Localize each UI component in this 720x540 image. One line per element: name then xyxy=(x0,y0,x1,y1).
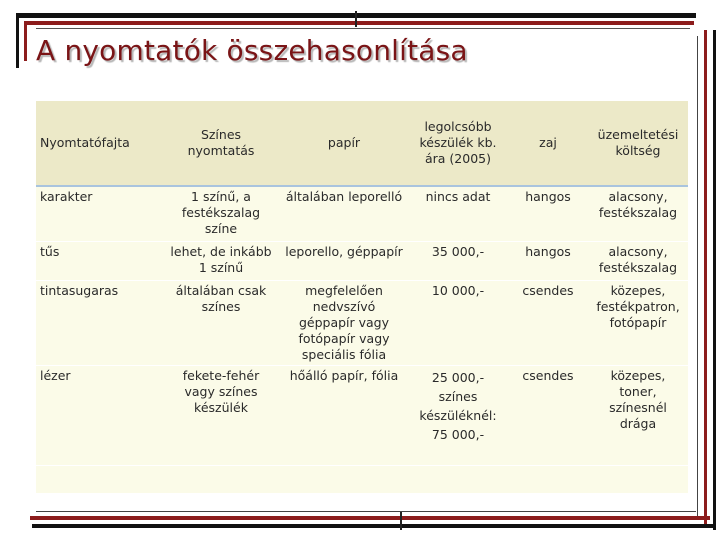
cell-noise: hangos xyxy=(508,186,588,241)
header-noise: zaj xyxy=(508,101,588,186)
cell-empty xyxy=(588,465,688,493)
cell-noise: csendes xyxy=(508,280,588,365)
cell-empty xyxy=(408,465,508,493)
cell-color-printing: 1 színű, a festékszalag színe xyxy=(162,186,280,241)
cell-running-cost: alacsony, festékszalag xyxy=(588,186,688,241)
frame-right-black xyxy=(713,30,716,530)
frame-left-black xyxy=(16,13,19,68)
cell-paper: megfelelően nedvszívó géppapír vagy fotópapír vagy speciális fólia xyxy=(280,280,408,365)
frame-right-thin xyxy=(697,36,698,516)
cell-type: karakter xyxy=(36,186,162,241)
cell-running-cost: közepes, toner, színesnél drága xyxy=(588,365,688,465)
cell-noise: csendes xyxy=(508,365,588,465)
frame-tick-top-1 xyxy=(355,11,357,27)
printer-comparison-table xyxy=(36,101,688,494)
table-header-row xyxy=(36,101,688,186)
cell-price: 10 000,- xyxy=(408,280,508,365)
table-row xyxy=(36,241,688,280)
cell-empty xyxy=(508,465,588,493)
header-paper: papír xyxy=(280,101,408,186)
header-cheapest-price: legolcsóbb készülék kb. ára (2005) xyxy=(408,101,508,186)
cell-price: 35 000,- xyxy=(408,241,508,280)
cell-noise: hangos xyxy=(508,241,588,280)
cell-color-printing: fekete-fehér vagy színes készülék xyxy=(162,365,280,465)
table-row xyxy=(36,186,688,241)
cell-empty xyxy=(36,465,162,493)
frame-bottom-red xyxy=(30,516,710,520)
cell-type: tűs xyxy=(36,241,162,280)
cell-price: nincs adat xyxy=(408,186,508,241)
table-row xyxy=(36,280,688,365)
cell-type: tintasugaras xyxy=(36,280,162,365)
slide-title: A nyomtatók összehasonlítása xyxy=(36,34,468,67)
cell-paper: hőálló papír, fólia xyxy=(280,365,408,465)
header-running-cost: üzemeltetési költség xyxy=(588,101,688,186)
frame-bottom-thin xyxy=(36,511,696,512)
table-row-empty xyxy=(36,465,688,493)
cell-color-printing: általában csak színes xyxy=(162,280,280,365)
frame-tick-bottom-1 xyxy=(400,512,402,530)
cell-empty xyxy=(280,465,408,493)
header-printer-type: Nyomtatófajta xyxy=(36,101,162,186)
cell-empty xyxy=(162,465,280,493)
cell-type: lézer xyxy=(36,365,162,465)
cell-running-cost: közepes, festékpatron, fotópapír xyxy=(588,280,688,365)
cell-running-cost: alacsony, festékszalag xyxy=(588,241,688,280)
frame-left-red xyxy=(24,21,27,61)
cell-paper: általában leporelló xyxy=(280,186,408,241)
cell-paper: leporello, géppapír xyxy=(280,241,408,280)
header-color-printing: Színes nyomtatás xyxy=(162,101,280,186)
frame-top-thin xyxy=(36,28,690,29)
cell-price: 25 000,- színes készüléknél: 75 000,- xyxy=(408,365,508,465)
frame-bottom-black xyxy=(32,524,716,528)
cell-color-printing: lehet, de inkább 1 színű xyxy=(162,241,280,280)
frame-top-red xyxy=(26,21,694,25)
frame-right-red xyxy=(704,30,707,525)
table-row xyxy=(36,365,688,465)
